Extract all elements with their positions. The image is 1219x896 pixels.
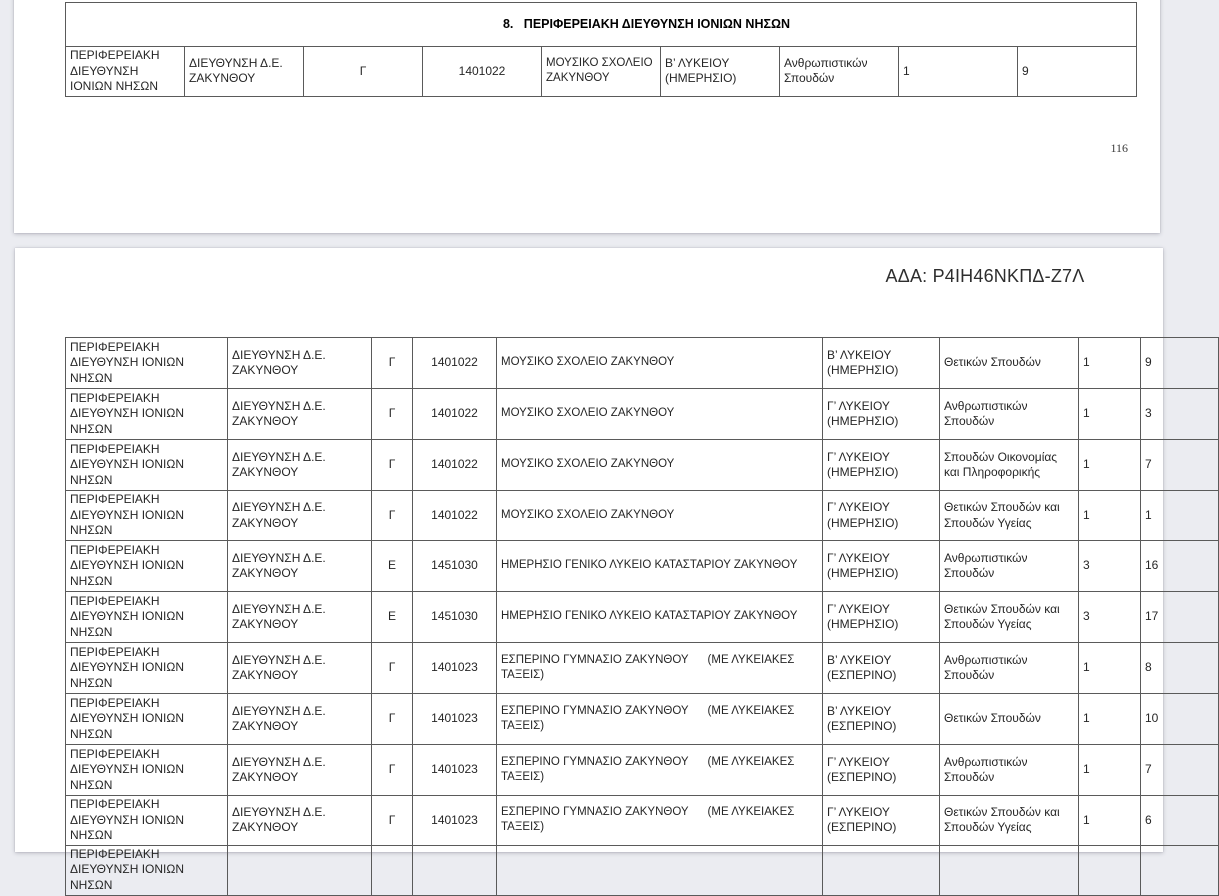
cell-school-name: ΗΜΕΡΗΣΙΟ ΓΕΝΙΚΟ ΛΥΚΕΙΟ ΚΑΤΑΣΤΑΡΙΟΥ ΖΑΚΥΝΘΟΥ <box>497 592 823 643</box>
cell-school-code: 1451030 <box>413 541 497 592</box>
cell-category: Ε <box>372 592 413 643</box>
cell-study-field: Θετικών Σπουδών και Σπουδών Υγείας <box>940 491 1079 541</box>
cell-school-code: 1401022 <box>413 338 497 389</box>
cell-school-name <box>497 845 823 895</box>
cell-grade-type: Β’ ΛΥΚΕΙΟΥ (ΗΜΕΡΗΣΙΟ) <box>823 338 940 389</box>
cell-grade-type: Γ’ ΛΥΚΕΙΟΥ (ΕΣΠΕΡΙΝΟ) <box>823 796 940 846</box>
cell-education-directorate: ΔΙΕΥΘΥΝΣΗ Δ.Ε. ΖΑΚΥΝΘΟΥ <box>228 491 372 541</box>
cell-category: Γ <box>372 440 413 491</box>
cell-school-name: ΜΟΥΣΙΚΟ ΣΧΟΛΕΙΟ ΖΑΚΥΝΘΟΥ <box>497 389 823 440</box>
cell-grade-type: Γ’ ΛΥΚΕΙΟΥ (ΗΜΕΡΗΣΙΟ) <box>823 389 940 440</box>
cell-category: Γ <box>372 491 413 541</box>
cell-school-name: ΕΣΠΕΡΙΝΟ ΓΥΜΝΑΣΙΟ ΖΑΚΥΝΘΟΥ (ΜΕ ΛΥΚΕΙΑΚΕΣ ΤΑΞΕΙΣ) <box>497 796 823 846</box>
ionian-islands-table-page2 <box>65 337 1219 896</box>
cell-grade-type: Γ’ ΛΥΚΕΙΟΥ (ΗΜΕΡΗΣΙΟ) <box>823 491 940 541</box>
ionian-islands-table-page1 <box>65 2 1137 97</box>
cell-count-2: 3 <box>1141 389 1219 440</box>
cell-study-field: Θετικών Σπουδών <box>940 694 1079 745</box>
ada-code-label: ΑΔΑ: Ρ4ΙΗ46ΝΚΠΔ-Ζ7Λ <box>885 266 1085 286</box>
cell-school-name: ΜΟΥΣΙΚΟ ΣΧΟΛΕΙΟ ΖΑΚΥΝΘΟΥ <box>497 440 823 491</box>
cell-count-1: 1 <box>1079 694 1141 745</box>
cell-education-directorate: ΔΙΕΥΘΥΝΣΗ Δ.Ε. ΖΑΚΥΝΘΟΥ <box>228 796 372 846</box>
section-heading: 8. ΠΕΡΙΦΕΡΕΙΑΚΗ ΔΙΕΥΘΥΝΣΗ ΙΟΝΙΩΝ ΝΗΣΩΝ <box>66 3 1137 47</box>
cell-grade-type: Γ’ ΛΥΚΕΙΟΥ (ΗΜΕΡΗΣΙΟ) <box>823 592 940 643</box>
cell-category: Γ <box>372 745 413 796</box>
cell-count-1: 1 <box>1079 745 1141 796</box>
table-row <box>66 47 1137 97</box>
cell-count-2: 1 <box>1141 491 1219 541</box>
cell-study-field: Ανθρωπιστικών Σπουδών <box>940 745 1079 796</box>
cell-study-field: Ανθρωπιστικών Σπουδών <box>940 541 1079 592</box>
cell-count-1: 1 <box>1079 643 1141 694</box>
cell-count-1: 3 <box>1079 541 1141 592</box>
cell-study-field: Σπουδών Οικονομίας και Πληροφορικής <box>940 440 1079 491</box>
cell-category: Γ <box>372 694 413 745</box>
cell-study-field: Θετικών Σπουδών <box>940 338 1079 389</box>
cell-category: Γ <box>372 338 413 389</box>
cell-school-code: 1401022 <box>413 440 497 491</box>
cell-count-1: 1 <box>1079 796 1141 846</box>
cell-school-name: ΜΟΥΣΙΚΟ ΣΧΟΛΕΙΟ ΖΑΚΥΝΘΟΥ <box>497 491 823 541</box>
cell-count-2: 6 <box>1141 796 1219 846</box>
table-row <box>66 592 1219 643</box>
cell-school-code: 1401023 <box>413 694 497 745</box>
cell-regional-directorate: ΠΕΡΙΦΕΡΕΙΑΚΗ ΔΙΕΥΘΥΝΣΗ ΙΟΝΙΩΝ ΝΗΣΩΝ <box>66 440 228 491</box>
cell-count-1: 1 <box>1079 491 1141 541</box>
cell-study-field: Ανθρωπιστικών Σπουδών <box>940 389 1079 440</box>
cell-study-field: Ανθρωπιστικών Σπουδών <box>940 643 1079 694</box>
cell-school-code: 1401023 <box>413 745 497 796</box>
cell-regional-directorate: ΠΕΡΙΦΕΡΕΙΑΚΗ ΔΙΕΥΘΥΝΣΗ ΙΟΝΙΩΝ ΝΗΣΩΝ <box>66 845 228 895</box>
cell-school-name: ΗΜΕΡΗΣΙΟ ΓΕΝΙΚΟ ΛΥΚΕΙΟ ΚΑΤΑΣΤΑΡΙΟΥ ΖΑΚΥΝΘΟΥ <box>497 541 823 592</box>
cell-study-field: Θετικών Σπουδών και Σπουδών Υγείας <box>940 796 1079 846</box>
cell-grade-type: Β’ ΛΥΚΕΙΟΥ (ΕΣΠΕΡΙΝΟ) <box>823 694 940 745</box>
table-row <box>66 796 1219 846</box>
cell-count-2: 7 <box>1141 440 1219 491</box>
cell-regional-directorate: ΠΕΡΙΦΕΡΕΙΑΚΗ ΔΙΕΥΘΥΝΣΗ ΙΟΝΙΩΝ ΝΗΣΩΝ <box>66 643 228 694</box>
cell-school-name: ΕΣΠΕΡΙΝΟ ΓΥΜΝΑΣΙΟ ΖΑΚΥΝΘΟΥ (ΜΕ ΛΥΚΕΙΑΚΕΣ ΤΑΞΕΙΣ) <box>497 694 823 745</box>
cell-grade-type <box>823 845 940 895</box>
cell-regional-directorate: ΠΕΡΙΦΕΡΕΙΑΚΗ ΔΙΕΥΘΥΝΣΗ ΙΟΝΙΩΝ ΝΗΣΩΝ <box>66 541 228 592</box>
cell-school-name: ΕΣΠΕΡΙΝΟ ΓΥΜΝΑΣΙΟ ΖΑΚΥΝΘΟΥ (ΜΕ ΛΥΚΕΙΑΚΕΣ ΤΑΞΕΙΣ) <box>497 745 823 796</box>
cell-study-field: Ανθρωπιστικών Σπουδών <box>780 47 899 97</box>
cell-education-directorate: ΔΙΕΥΘΥΝΣΗ Δ.Ε. ΖΑΚΥΝΘΟΥ <box>185 47 304 97</box>
cell-education-directorate: ΔΙΕΥΘΥΝΣΗ Δ.Ε. ΖΑΚΥΝΘΟΥ <box>228 745 372 796</box>
cell-school-code <box>413 845 497 895</box>
page-number: 116 <box>1110 141 1128 155</box>
cell-education-directorate: ΔΙΕΥΘΥΝΣΗ Δ.Ε. ΖΑΚΥΝΘΟΥ <box>228 643 372 694</box>
cell-school-code: 1401023 <box>413 643 497 694</box>
cell-count-2: 8 <box>1141 643 1219 694</box>
cell-regional-directorate: ΠΕΡΙΦΕΡΕΙΑΚΗ ΔΙΕΥΘΥΝΣΗ ΙΟΝΙΩΝ ΝΗΣΩΝ <box>66 389 228 440</box>
cell-study-field: Θετικών Σπουδών και Σπουδών Υγείας <box>940 592 1079 643</box>
cell-category: Γ <box>372 796 413 846</box>
cell-regional-directorate: ΠΕΡΙΦΕΡΕΙΑΚΗ ΔΙΕΥΘΥΝΣΗ ΙΟΝΙΩΝ ΝΗΣΩΝ <box>66 745 228 796</box>
cell-school-code: 1401023 <box>413 796 497 846</box>
cell-study-field <box>940 845 1079 895</box>
document-page-1 <box>14 0 1160 233</box>
cell-count-2: 16 <box>1141 541 1219 592</box>
cell-category: Γ <box>304 47 423 97</box>
cell-grade-type: Γ’ ΛΥΚΕΙΟΥ (ΗΜΕΡΗΣΙΟ) <box>823 440 940 491</box>
cell-count-1: 1 <box>1079 338 1141 389</box>
cell-count-2 <box>1141 845 1219 895</box>
table-row-partial <box>66 845 1219 895</box>
cell-count-2: 17 <box>1141 592 1219 643</box>
cell-count-2: 10 <box>1141 694 1219 745</box>
cell-regional-directorate: ΠΕΡΙΦΕΡΕΙΑΚΗ ΔΙΕΥΘΥΝΣΗ ΙΟΝΙΩΝ ΝΗΣΩΝ <box>66 47 185 97</box>
cell-category: Γ <box>372 389 413 440</box>
cell-count-2: 7 <box>1141 745 1219 796</box>
cell-education-directorate: ΔΙΕΥΘΥΝΣΗ Δ.Ε. ΖΑΚΥΝΘΟΥ <box>228 694 372 745</box>
cell-category: Γ <box>372 643 413 694</box>
document-page-2 <box>15 248 1163 892</box>
cell-education-directorate: ΔΙΕΥΘΥΝΣΗ Δ.Ε. ΖΑΚΥΝΘΟΥ <box>228 592 372 643</box>
cell-count-2: 9 <box>1018 47 1137 97</box>
cell-regional-directorate: ΠΕΡΙΦΕΡΕΙΑΚΗ ΔΙΕΥΘΥΝΣΗ ΙΟΝΙΩΝ ΝΗΣΩΝ <box>66 796 228 846</box>
cell-regional-directorate: ΠΕΡΙΦΕΡΕΙΑΚΗ ΔΙΕΥΘΥΝΣΗ ΙΟΝΙΩΝ ΝΗΣΩΝ <box>66 694 228 745</box>
table-row <box>66 643 1219 694</box>
cell-count-1: 1 <box>899 47 1018 97</box>
table-row <box>66 440 1219 491</box>
cell-school-name: ΜΟΥΣΙΚΟ ΣΧΟΛΕΙΟ ΖΑΚΥΝΘΟΥ <box>542 47 661 97</box>
cell-school-code: 1401022 <box>413 491 497 541</box>
cell-education-directorate: ΔΙΕΥΘΥΝΣΗ Δ.Ε. ΖΑΚΥΝΘΟΥ <box>228 338 372 389</box>
cell-school-name: ΜΟΥΣΙΚΟ ΣΧΟΛΕΙΟ ΖΑΚΥΝΘΟΥ <box>497 338 823 389</box>
cell-grade-type: Γ’ ΛΥΚΕΙΟΥ (ΗΜΕΡΗΣΙΟ) <box>823 541 940 592</box>
cell-regional-directorate: ΠΕΡΙΦΕΡΕΙΑΚΗ ΔΙΕΥΘΥΝΣΗ ΙΟΝΙΩΝ ΝΗΣΩΝ <box>66 491 228 541</box>
table-row <box>66 541 1219 592</box>
section-heading-row <box>66 3 1137 47</box>
cell-education-directorate: ΔΙΕΥΘΥΝΣΗ Δ.Ε. ΖΑΚΥΝΘΟΥ <box>228 440 372 491</box>
cell-school-name: ΕΣΠΕΡΙΝΟ ΓΥΜΝΑΣΙΟ ΖΑΚΥΝΘΟΥ (ΜΕ ΛΥΚΕΙΑΚΕΣ ΤΑΞΕΙΣ) <box>497 643 823 694</box>
table-row <box>66 745 1219 796</box>
cell-education-directorate: ΔΙΕΥΘΥΝΣΗ Δ.Ε. ΖΑΚΥΝΘΟΥ <box>228 541 372 592</box>
table-row <box>66 491 1219 541</box>
cell-education-directorate <box>228 845 372 895</box>
cell-count-1: 1 <box>1079 389 1141 440</box>
table-row <box>66 694 1219 745</box>
cell-count-2: 9 <box>1141 338 1219 389</box>
cell-grade-type: Γ’ ΛΥΚΕΙΟΥ (ΕΣΠΕΡΙΝΟ) <box>823 745 940 796</box>
cell-regional-directorate: ΠΕΡΙΦΕΡΕΙΑΚΗ ΔΙΕΥΘΥΝΣΗ ΙΟΝΙΩΝ ΝΗΣΩΝ <box>66 338 228 389</box>
cell-grade-type: Β’ ΛΥΚΕΙΟΥ (ΕΣΠΕΡΙΝΟ) <box>823 643 940 694</box>
table-row <box>66 338 1219 389</box>
cell-count-1 <box>1079 845 1141 895</box>
cell-school-code: 1401022 <box>413 389 497 440</box>
cell-category <box>372 845 413 895</box>
cell-education-directorate: ΔΙΕΥΘΥΝΣΗ Δ.Ε. ΖΑΚΥΝΘΟΥ <box>228 389 372 440</box>
cell-grade-type: Β’ ΛΥΚΕΙΟΥ (ΗΜΕΡΗΣΙΟ) <box>661 47 780 97</box>
cell-count-1: 3 <box>1079 592 1141 643</box>
table-row <box>66 389 1219 440</box>
cell-count-1: 1 <box>1079 440 1141 491</box>
cell-regional-directorate: ΠΕΡΙΦΕΡΕΙΑΚΗ ΔΙΕΥΘΥΝΣΗ ΙΟΝΙΩΝ ΝΗΣΩΝ <box>66 592 228 643</box>
cell-category: Ε <box>372 541 413 592</box>
cell-school-code: 1451030 <box>413 592 497 643</box>
cell-school-code: 1401022 <box>423 47 542 97</box>
